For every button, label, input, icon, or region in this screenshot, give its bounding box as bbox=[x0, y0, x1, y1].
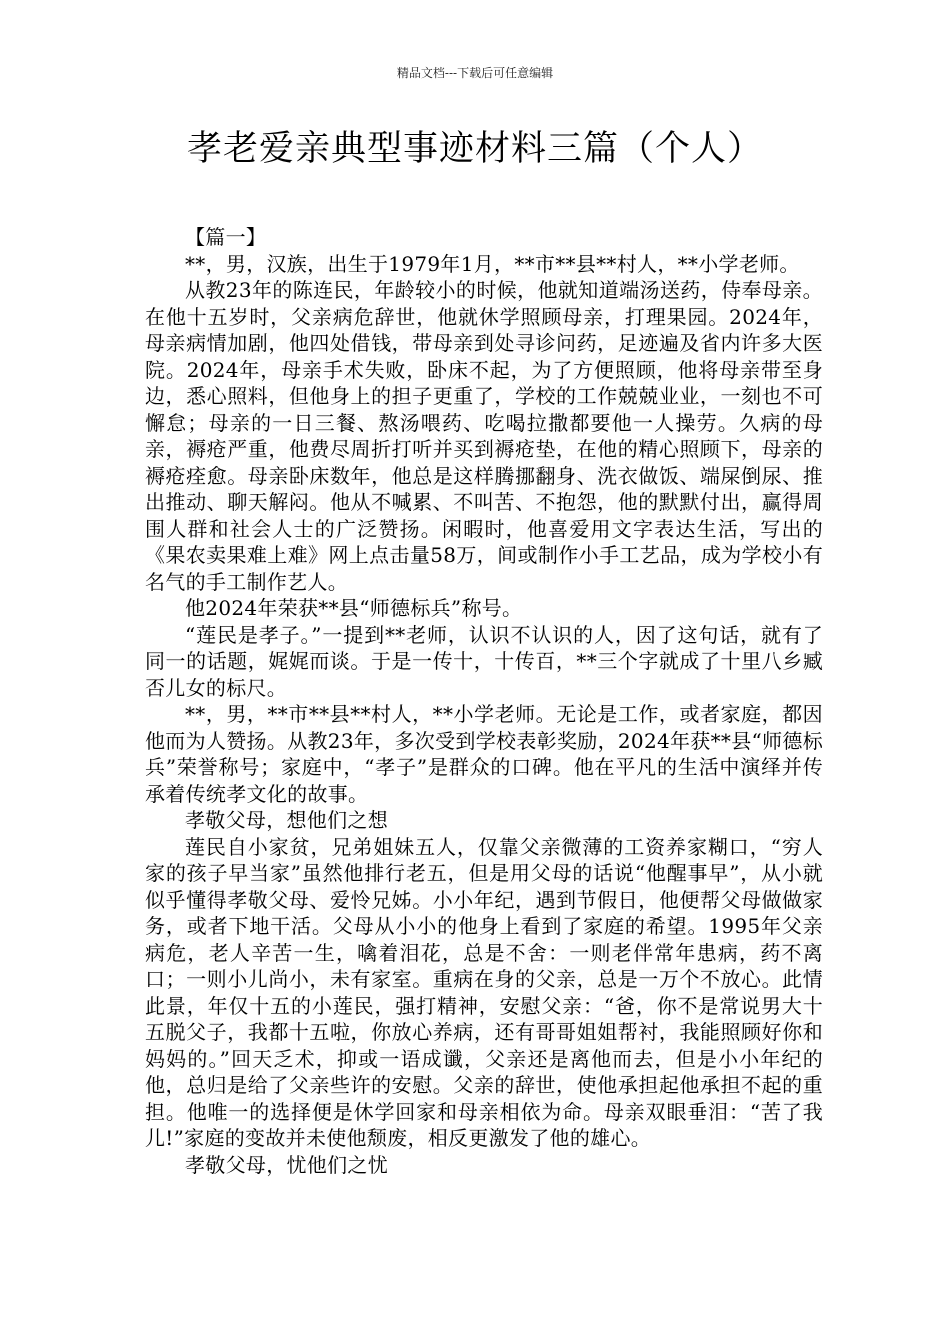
paragraph-career: 从教23年的陈连民，年龄较小的时候，他就知道端汤送药，侍奉母亲。在他十五岁时，父亲病危辞世，他就休学照顾母亲，打理果园。2024年，母亲病情加剧，他四处借钱，带母亲到处寻诊问药，足迹遍及省内许多大医院。2024年，母亲手术失败，卧床不起，为了方便照顾，他将母亲带至身边，悉心照料，但他身上的担子更重了，学校的工作兢兢业业，一刻也不可懈怠；母亲的一日三餐、熬汤喂药、吃喝拉撒都要他一人操劳。久病的母亲，褥疮严重，他费尽周折打听并买到褥疮垫，在他的精心照顾下，母亲的褥疮痊愈。母亲卧床数年，他总是这样腾挪翻身、洗衣做饭、端屎倒尿、推出推动、聊天解闷。他从不喊累、不叫苦、不抱怨，他的默默付出，赢得周围人群和社会人士的广泛赞扬。闲暇时，他喜爱用文字表达生活，写出的《果农卖果难上难》网上点击量58万，间或制作小手工艺品，成为学校小有名气的手工制作艺人。 bbox=[145, 278, 823, 594]
section-label: 【篇一】 bbox=[185, 225, 267, 249]
paragraph-award: 他2024年荣获**县“师德标兵”称号。 bbox=[185, 596, 523, 620]
page-header-note: 精品文档---下载后可任意编辑 bbox=[396, 66, 554, 80]
paragraph-intro: **，男，汉族，出生于1979年1月，**市**县**村人，**小学老师。 bbox=[185, 251, 800, 276]
paragraph-childhood: 莲民自小家贫，兄弟姐妹五人，仅靠父亲微薄的工资养家糊口，“穷人家的孩子早当家”虽然他排行老五，但是用父母的话说“他醒事早”，从小就似乎懂得孝敬父母、爱怜兄姊。小小年纪，遇到节假日，他便帮父母做做家务，或者下地干活。父母从小小的他身上看到了家庭的希望。1995年父亲病危，老人辛苦一生，噙着泪花，总是不舍：一则老伴常年患病，药不离口；一则小儿尚小，未有家室。重病在身的父亲，总是一万个不放心。此情此景，年仅十五的小莲民，强打精神，安慰父亲：“爸，你不是常说男大十五脱父子，我都十五啦，你放心养病，还有哥哥姐姐帮衬，我能照顾好你和妈妈的。”回天乏术，抑或一语成谶，父亲还是离他而去，但是小小年纪的他，总归是给了父亲些许的安慰。父亲的辞世，使他承担起他承担不起的重担。他唯一的选择便是休学回家和母亲相依为命。母亲双眼垂泪：“苦了我儿!”家庭的变故并未使他颓废，相反更激发了他的雄心。 bbox=[145, 834, 823, 1150]
document-body bbox=[145, 224, 823, 1178]
document-title: 孝老爱亲典型事迹材料三篇（个人） bbox=[186, 129, 763, 169]
subheading-2: 孝敬父母，忧他们之忧 bbox=[185, 1152, 388, 1177]
subheading-1: 孝敬父母，想他们之想 bbox=[185, 808, 388, 832]
paragraph-profile: **，男，**市**县**村人，**小学老师。无论是工作，或者家庭，都因他而为人赞扬。从教23年，多次受到学校表彰奖励，2024年获**县“师德标兵”荣誉称号；家庭中，“孝子”是群众的口碑。他在平凡的生活中演绎并传承着传统孝文化的故事。 bbox=[145, 702, 823, 806]
paragraph-reputation: “莲民是孝子。”一提到**老师，认识不认识的人，因了这句话，就有了同一的话题，娓娓而谈。于是一传十，十传百，**三个字就成了十里八乡臧否儿女的标尺。 bbox=[145, 622, 823, 700]
